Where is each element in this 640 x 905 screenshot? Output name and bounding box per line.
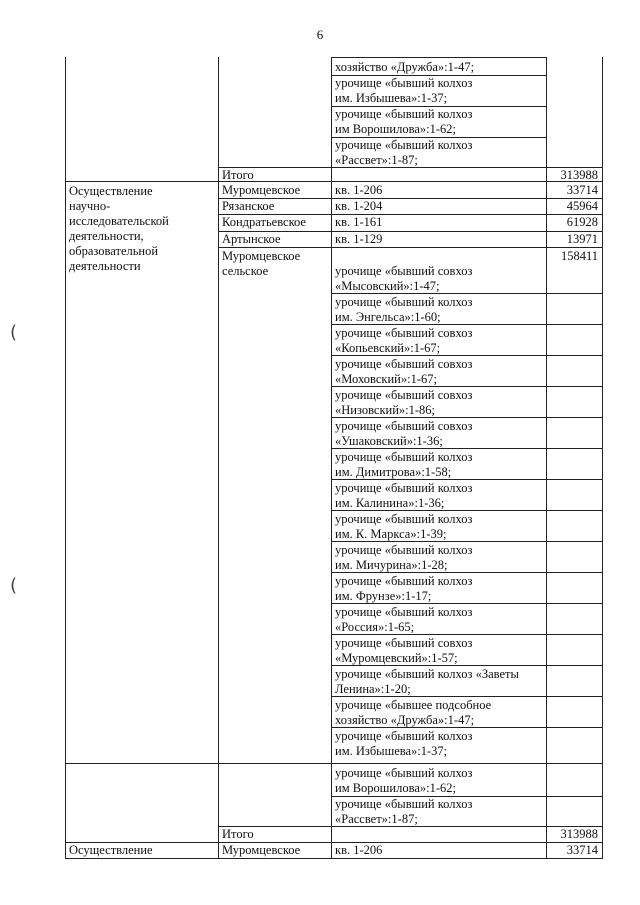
total-value: 313988 (560, 827, 598, 841)
place-cell: урочище «бывший совхоз «Низовский»:1-86; (335, 388, 473, 417)
quarters-cell: кв. 1-206 (335, 183, 383, 197)
margin-bracket-mark: ( (10, 575, 18, 596)
activity-cell: Осуществление (69, 843, 153, 857)
place-cell: урочище «бывший колхоз им Ворошилова»:1-62; (335, 107, 473, 136)
place-cell: урочище «бывший совхоз «Мысовский»:1-47; (335, 264, 473, 293)
place-cell: урочище «бывший колхоз «Рассвет»:1-87; (335, 797, 473, 826)
total-label: Итого (222, 168, 254, 182)
place-cell: урочище «бывший совхоз «Моховский»:1-67; (335, 357, 473, 386)
district-cell: Кондратьевское (222, 215, 306, 229)
area-cell: 33714 (566, 843, 598, 857)
place-cell: урочище «бывший колхоз им. Фрунзе»:1-17; (335, 574, 473, 603)
place-cell: урочище «бывший колхоз им. Избышева»:1-37; (335, 729, 473, 758)
district-cell: Муромцевское (222, 183, 301, 197)
place-cell: урочище «бывший колхоз им. Димитрова»:1-58; (335, 450, 473, 479)
place-cell: урочище «бывший колхоз им. К. Маркса»:1-39; (335, 512, 473, 541)
district-cell: Муромцевское сельское (222, 249, 301, 278)
area-cell: 33714 (566, 183, 598, 197)
district-cell: Артынское (222, 232, 281, 246)
activity-cell: Осуществление научно- исследовательской деятельности, образовательной деятельности (69, 184, 169, 273)
place-cell: урочище «бывший совхоз «Копьевский»:1-67; (335, 326, 473, 355)
place-cell: урочище «бывший колхоз им Ворошилова»:1-62; (335, 766, 473, 795)
district-cell: Муромцевское (222, 843, 301, 857)
place-cell: урочище «бывший колхоз им. Избышева»:1-37; (335, 76, 473, 105)
quarters-cell: кв. 1-204 (335, 199, 383, 213)
quarters-cell: кв. 1-129 (335, 232, 383, 246)
place-cell: урочище «бывший колхоз «Россия»:1-65; (335, 605, 473, 634)
place-cell: урочище «бывший совхоз «Ушаковский»:1-36; (335, 419, 473, 448)
place-cell: хозяйство «Дружба»:1-47; (335, 60, 475, 74)
total-label: Итого (222, 827, 254, 841)
quarters-cell: кв. 1-206 (335, 843, 383, 857)
place-cell: урочище «бывший колхоз «Рассвет»:1-87; (335, 138, 473, 167)
area-cell: 45964 (566, 199, 598, 213)
area-cell: 158411 (560, 249, 598, 263)
place-cell: урочище «бывшее подсобное хозяйство «Дружба»:1-47; (335, 698, 492, 727)
place-cell: урочище «бывший колхоз им. Энгельса»:1-60; (335, 295, 473, 324)
place-cell: урочище «бывший колхоз «Заветы Ленина»:1-20; (335, 667, 519, 696)
place-cell: урочище «бывший совхоз «Муромцевский»:1-57; (335, 636, 473, 665)
quarters-cell: кв. 1-161 (335, 215, 383, 229)
district-cell: Рязанское (222, 199, 275, 213)
area-cell: 13971 (566, 232, 598, 246)
margin-bracket-mark: ( (10, 322, 18, 343)
area-cell: 61928 (566, 215, 598, 229)
page-number: 6 (316, 27, 324, 42)
total-value: 313988 (560, 168, 598, 182)
place-cell: урочище «бывший колхоз им. Калинина»:1-36; (335, 481, 473, 510)
place-cell: урочище «бывший колхоз им. Мичурина»:1-28; (335, 543, 473, 572)
